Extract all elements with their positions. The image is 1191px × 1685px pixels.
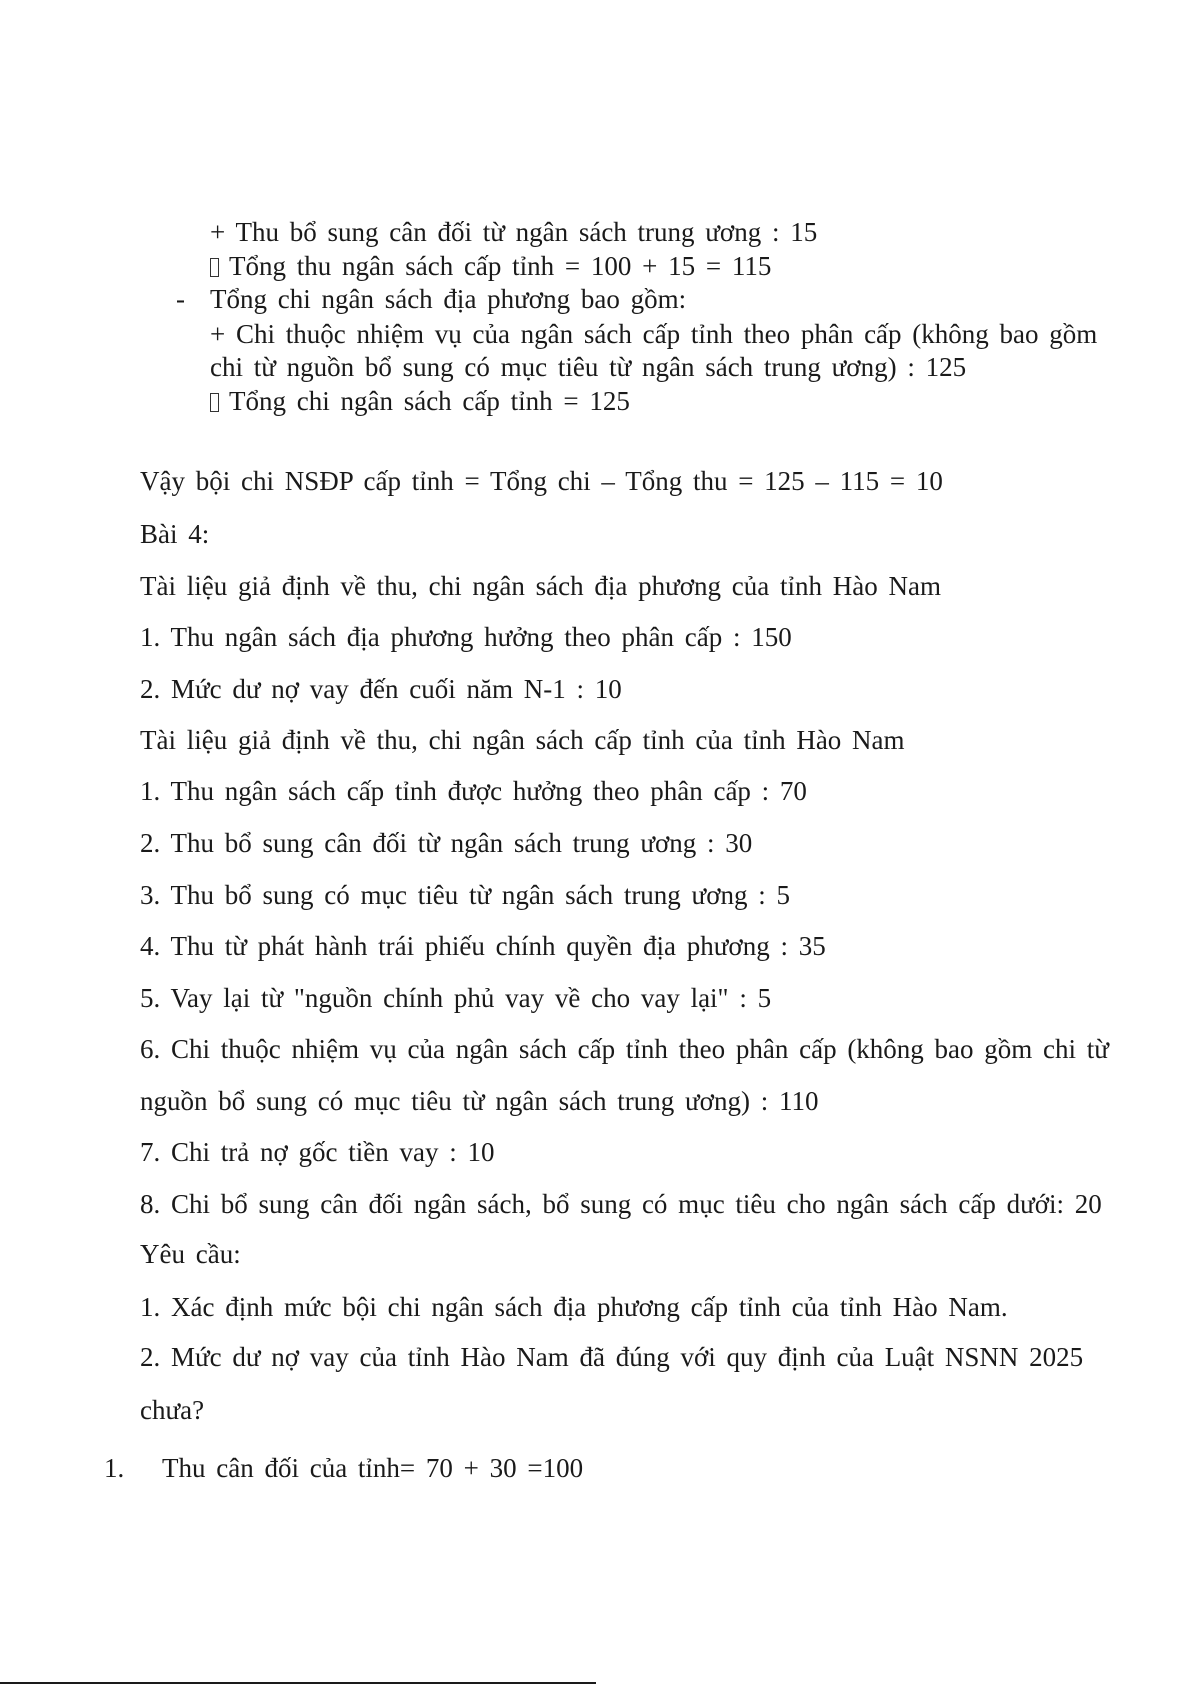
yeu-cau-item: chưa? xyxy=(140,1395,205,1425)
tong-chi-line xyxy=(210,385,630,417)
answer-number: 1. xyxy=(104,1453,125,1483)
chi-line-1: + Chi thuộc nhiệm vụ của ngân sách cấp tỉnh theo phân cấp (không bao gồm xyxy=(210,319,1098,349)
footnote-divider xyxy=(0,1682,596,1684)
tai-lieu-2-heading: Tài liệu giả định về thu, chi ngân sách cấp tỉnh của tỉnh Hào Nam xyxy=(140,725,905,755)
tong-thu-line xyxy=(210,250,771,282)
tai-lieu-2-item: 7. Chi trả nợ gốc tiền vay : 10 xyxy=(140,1137,495,1167)
tai-lieu-2-item: 4. Thu từ phát hành trái phiếu chính quyền địa phương : 35 xyxy=(140,931,826,961)
yeu-cau-item: 1. Xác định mức bội chi ngân sách địa phương cấp tỉnh của tỉnh Hào Nam. xyxy=(140,1292,1008,1322)
tong-chi-text: Tổng chi ngân sách cấp tỉnh = 125 xyxy=(229,386,630,416)
tai-lieu-2-item: 1. Thu ngân sách cấp tỉnh được hưởng theo phân cấp : 70 xyxy=(140,776,807,806)
thu-bo-sung-line: + Thu bổ sung cân đối từ ngân sách trung ương : 15 xyxy=(210,217,818,247)
tai-lieu-2-item: 8. Chi bổ sung cân đối ngân sách, bổ sung có mục tiêu cho ngân sách cấp dưới: 20 xyxy=(140,1189,1102,1219)
yeu-cau-heading: Yêu cầu: xyxy=(140,1239,241,1269)
tai-lieu-1-item: 2. Mức dư nợ vay đến cuối năm N-1 : 10 xyxy=(140,674,622,704)
arrow-glyph-icon xyxy=(210,258,219,277)
chi-line-2: chi từ nguồn bổ sung có mục tiêu từ ngân sách trung ương) : 125 xyxy=(210,352,967,382)
bullet-dash: - xyxy=(176,284,185,314)
arrow-glyph-icon xyxy=(210,393,219,412)
tong-chi-heading: Tổng chi ngân sách địa phương bao gồm: xyxy=(210,284,687,314)
boi-chi-line: Vậy bội chi NSĐP cấp tỉnh = Tổng chi – Tổng thu = 125 – 115 = 10 xyxy=(140,466,943,496)
tai-lieu-2-item: 2. Thu bổ sung cân đối từ ngân sách trung ương : 30 xyxy=(140,828,753,858)
yeu-cau-item: 2. Mức dư nợ vay của tỉnh Hào Nam đã đúng với quy định của Luật NSNN 2025 xyxy=(140,1342,1084,1372)
tai-lieu-1-item: 1. Thu ngân sách địa phương hưởng theo phân cấp : 150 xyxy=(140,622,792,652)
bai-4-title: Bài 4: xyxy=(140,519,210,549)
tai-lieu-1-heading: Tài liệu giả định về thu, chi ngân sách địa phương của tỉnh Hào Nam xyxy=(140,571,941,601)
tai-lieu-2-item: 5. Vay lại từ "nguồn chính phủ vay về cho vay lại" : 5 xyxy=(140,983,772,1013)
tai-lieu-2-item: 3. Thu bổ sung có mục tiêu từ ngân sách trung ương : 5 xyxy=(140,880,790,910)
answer-text: Thu cân đối của tỉnh= 70 + 30 =100 xyxy=(162,1453,584,1483)
tai-lieu-2-item: 6. Chi thuộc nhiệm vụ của ngân sách cấp tỉnh theo phân cấp (không bao gồm chi từ xyxy=(140,1034,1109,1064)
tai-lieu-2-item: nguồn bổ sung có mục tiêu từ ngân sách trung ương) : 110 xyxy=(140,1086,819,1116)
tong-thu-text: Tổng thu ngân sách cấp tỉnh = 100 + 15 = 115 xyxy=(229,251,772,281)
